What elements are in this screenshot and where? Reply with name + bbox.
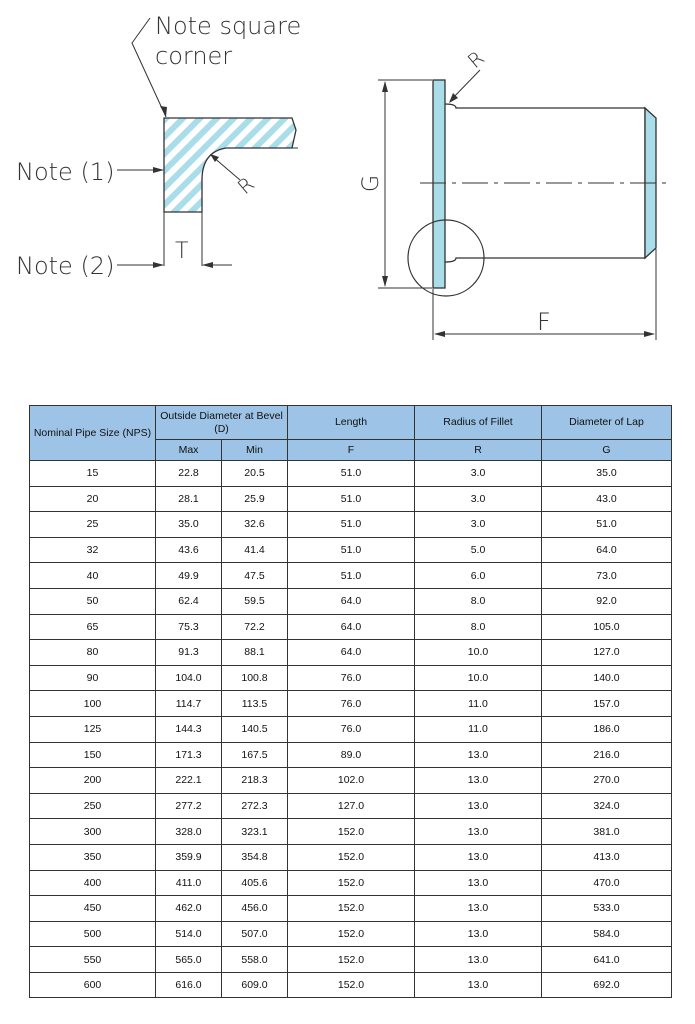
cell-radius-r: 13.0 xyxy=(415,768,542,794)
table-row xyxy=(30,921,672,947)
cell-od-min: 272.3 xyxy=(222,793,288,819)
cell-od-max: 104.0 xyxy=(156,665,222,691)
cell-od-min: 456.0 xyxy=(222,896,288,922)
cell-length-f: 51.0 xyxy=(288,486,415,512)
cell-od-max: 514.0 xyxy=(156,921,222,947)
table-row xyxy=(30,844,672,870)
cell-od-min: 507.0 xyxy=(222,921,288,947)
cell-od-min: 140.5 xyxy=(222,716,288,742)
table-row xyxy=(30,563,672,589)
cell-od-min: 88.1 xyxy=(222,640,288,666)
header-nps: Nominal Pipe Size (NPS) xyxy=(30,406,156,461)
arrow-head xyxy=(434,331,445,337)
table-row xyxy=(30,486,672,512)
cell-od-max: 144.3 xyxy=(156,716,222,742)
note-square-text-2: corner xyxy=(155,42,233,70)
cell-nps: 600 xyxy=(30,972,156,998)
cell-od-max: 28.1 xyxy=(156,486,222,512)
cell-od-min: 558.0 xyxy=(222,947,288,973)
cell-radius-r: 10.0 xyxy=(415,665,542,691)
cell-od-min: 609.0 xyxy=(222,972,288,998)
arrow-head xyxy=(382,81,388,92)
table-row xyxy=(30,819,672,845)
cell-lap-g: 43.0 xyxy=(542,486,672,512)
table-row xyxy=(30,665,672,691)
cell-radius-r: 3.0 xyxy=(415,512,542,538)
cell-radius-r: 13.0 xyxy=(415,844,542,870)
cell-od-min: 323.1 xyxy=(222,819,288,845)
r-label-left: R xyxy=(232,171,259,200)
cell-length-f: 51.0 xyxy=(288,461,415,487)
cell-radius-r: 13.0 xyxy=(415,793,542,819)
cell-od-max: 222.1 xyxy=(156,768,222,794)
table-row xyxy=(30,972,672,998)
cell-length-f: 152.0 xyxy=(288,896,415,922)
header-length: Length xyxy=(288,406,415,440)
cell-nps: 450 xyxy=(30,896,156,922)
table-row xyxy=(30,870,672,896)
cell-nps: 100 xyxy=(30,691,156,717)
cell-nps: 15 xyxy=(30,461,156,487)
cell-nps: 250 xyxy=(30,793,156,819)
table-row xyxy=(30,461,672,487)
table-body xyxy=(30,461,672,998)
cell-od-max: 565.0 xyxy=(156,947,222,973)
cell-lap-g: 140.0 xyxy=(542,665,672,691)
cell-lap-g: 413.0 xyxy=(542,844,672,870)
cell-radius-r: 3.0 xyxy=(415,461,542,487)
cell-nps: 200 xyxy=(30,768,156,794)
cell-radius-r: 13.0 xyxy=(415,972,542,998)
cell-od-max: 43.6 xyxy=(156,537,222,563)
lap-section-detail xyxy=(16,12,301,280)
f-label: F xyxy=(537,308,551,336)
note2-text: Note (2) xyxy=(16,252,115,280)
cell-radius-r: 8.0 xyxy=(415,588,542,614)
cell-nps: 150 xyxy=(30,742,156,768)
cell-radius-r: 11.0 xyxy=(415,691,542,717)
cell-od-max: 616.0 xyxy=(156,972,222,998)
r-label-right: R xyxy=(462,45,489,74)
cell-nps: 90 xyxy=(30,665,156,691)
header-r: R xyxy=(415,440,542,461)
cell-lap-g: 584.0 xyxy=(542,921,672,947)
cell-length-f: 51.0 xyxy=(288,563,415,589)
cell-radius-r: 13.0 xyxy=(415,947,542,973)
header-min: Min xyxy=(222,440,288,461)
cell-length-f: 152.0 xyxy=(288,921,415,947)
cell-nps: 400 xyxy=(30,870,156,896)
cell-radius-r: 3.0 xyxy=(415,486,542,512)
cell-nps: 500 xyxy=(30,921,156,947)
cell-od-max: 49.9 xyxy=(156,563,222,589)
cell-od-min: 113.5 xyxy=(222,691,288,717)
cell-nps: 80 xyxy=(30,640,156,666)
table-row xyxy=(30,640,672,666)
cell-od-max: 411.0 xyxy=(156,870,222,896)
cell-od-min: 41.4 xyxy=(222,537,288,563)
cell-radius-r: 10.0 xyxy=(415,640,542,666)
header-outside-diameter: Outside Diameter at Bevel (D) xyxy=(156,406,288,440)
cell-length-f: 89.0 xyxy=(288,742,415,768)
arrow-head xyxy=(382,276,388,287)
table-row xyxy=(30,716,672,742)
cell-length-f: 76.0 xyxy=(288,716,415,742)
cell-radius-r: 5.0 xyxy=(415,537,542,563)
cell-od-min: 218.3 xyxy=(222,768,288,794)
cell-od-min: 167.5 xyxy=(222,742,288,768)
cell-nps: 25 xyxy=(30,512,156,538)
cell-od-max: 171.3 xyxy=(156,742,222,768)
arrow-head xyxy=(153,167,164,173)
g-label: G xyxy=(359,174,384,192)
cell-radius-r: 13.0 xyxy=(415,921,542,947)
cell-nps: 550 xyxy=(30,947,156,973)
cell-od-min: 47.5 xyxy=(222,563,288,589)
cell-lap-g: 127.0 xyxy=(542,640,672,666)
cell-length-f: 152.0 xyxy=(288,870,415,896)
cell-nps: 32 xyxy=(30,537,156,563)
note-square-text-1: Note square xyxy=(155,12,302,40)
cell-length-f: 127.0 xyxy=(288,793,415,819)
table-row xyxy=(30,768,672,794)
cell-lap-g: 270.0 xyxy=(542,768,672,794)
cell-radius-r: 6.0 xyxy=(415,563,542,589)
cell-length-f: 152.0 xyxy=(288,844,415,870)
cell-lap-g: 381.0 xyxy=(542,819,672,845)
hatched-section xyxy=(164,118,296,212)
header-f: F xyxy=(288,440,415,461)
dimension-table-container xyxy=(29,405,671,998)
cell-od-min: 354.8 xyxy=(222,844,288,870)
cell-lap-g: 692.0 xyxy=(542,972,672,998)
cell-length-f: 152.0 xyxy=(288,947,415,973)
cell-radius-r: 13.0 xyxy=(415,870,542,896)
cell-nps: 65 xyxy=(30,614,156,640)
table-row xyxy=(30,896,672,922)
cell-od-max: 359.9 xyxy=(156,844,222,870)
arrow-head xyxy=(153,262,164,268)
cell-lap-g: 92.0 xyxy=(542,588,672,614)
table-row xyxy=(30,947,672,973)
table-row xyxy=(30,742,672,768)
cell-od-min: 32.6 xyxy=(222,512,288,538)
cell-od-min: 20.5 xyxy=(222,461,288,487)
table-row xyxy=(30,691,672,717)
table-row xyxy=(30,588,672,614)
cell-lap-g: 35.0 xyxy=(542,461,672,487)
cell-od-min: 25.9 xyxy=(222,486,288,512)
cell-lap-g: 470.0 xyxy=(542,870,672,896)
stub-end-side-view xyxy=(359,46,668,340)
cell-length-f: 64.0 xyxy=(288,640,415,666)
header-radius: Radius of Fillet xyxy=(415,406,542,440)
cell-lap-g: 51.0 xyxy=(542,512,672,538)
cell-od-max: 277.2 xyxy=(156,793,222,819)
cell-od-min: 100.8 xyxy=(222,665,288,691)
cell-length-f: 51.0 xyxy=(288,512,415,538)
t-label: T xyxy=(175,239,189,264)
note1-text: Note (1) xyxy=(16,158,115,186)
cell-radius-r: 13.0 xyxy=(415,742,542,768)
cell-nps: 350 xyxy=(30,844,156,870)
cell-lap-g: 64.0 xyxy=(542,537,672,563)
cell-radius-r: 13.0 xyxy=(415,819,542,845)
cell-length-f: 64.0 xyxy=(288,588,415,614)
cell-length-f: 152.0 xyxy=(288,972,415,998)
cell-od-max: 328.0 xyxy=(156,819,222,845)
table-row xyxy=(30,512,672,538)
cell-lap-g: 105.0 xyxy=(542,614,672,640)
cell-od-max: 91.3 xyxy=(156,640,222,666)
cell-od-max: 62.4 xyxy=(156,588,222,614)
cell-nps: 50 xyxy=(30,588,156,614)
cell-nps: 125 xyxy=(30,716,156,742)
stub-end-drawing xyxy=(0,0,695,400)
cell-length-f: 76.0 xyxy=(288,691,415,717)
cell-lap-g: 157.0 xyxy=(542,691,672,717)
cell-length-f: 51.0 xyxy=(288,537,415,563)
cell-nps: 20 xyxy=(30,486,156,512)
cell-length-f: 102.0 xyxy=(288,768,415,794)
lap-flange xyxy=(433,80,445,288)
arrow-head xyxy=(160,106,167,117)
table-row xyxy=(30,793,672,819)
cell-lap-g: 533.0 xyxy=(542,896,672,922)
cell-od-min: 59.5 xyxy=(222,588,288,614)
header-g: G xyxy=(542,440,672,461)
cell-length-f: 64.0 xyxy=(288,614,415,640)
table-row xyxy=(30,614,672,640)
cell-lap-g: 216.0 xyxy=(542,742,672,768)
cell-nps: 40 xyxy=(30,563,156,589)
cell-od-max: 114.7 xyxy=(156,691,222,717)
cell-od-min: 405.6 xyxy=(222,870,288,896)
cell-od-max: 35.0 xyxy=(156,512,222,538)
cell-od-max: 22.8 xyxy=(156,461,222,487)
cell-radius-r: 11.0 xyxy=(415,716,542,742)
cell-nps: 300 xyxy=(30,819,156,845)
arrow-head xyxy=(202,262,213,268)
cell-lap-g: 73.0 xyxy=(542,563,672,589)
cell-od-max: 75.3 xyxy=(156,614,222,640)
cell-od-min: 72.2 xyxy=(222,614,288,640)
table-row xyxy=(30,537,672,563)
dimension-table xyxy=(29,405,672,998)
cell-lap-g: 186.0 xyxy=(542,716,672,742)
cell-radius-r: 13.0 xyxy=(415,896,542,922)
header-lap: Diameter of Lap xyxy=(542,406,672,440)
cell-length-f: 76.0 xyxy=(288,665,415,691)
header-max: Max xyxy=(156,440,222,461)
cell-od-max: 462.0 xyxy=(156,896,222,922)
arrow-head xyxy=(644,331,655,337)
cell-radius-r: 8.0 xyxy=(415,614,542,640)
cell-lap-g: 641.0 xyxy=(542,947,672,973)
cell-lap-g: 324.0 xyxy=(542,793,672,819)
cell-length-f: 152.0 xyxy=(288,819,415,845)
